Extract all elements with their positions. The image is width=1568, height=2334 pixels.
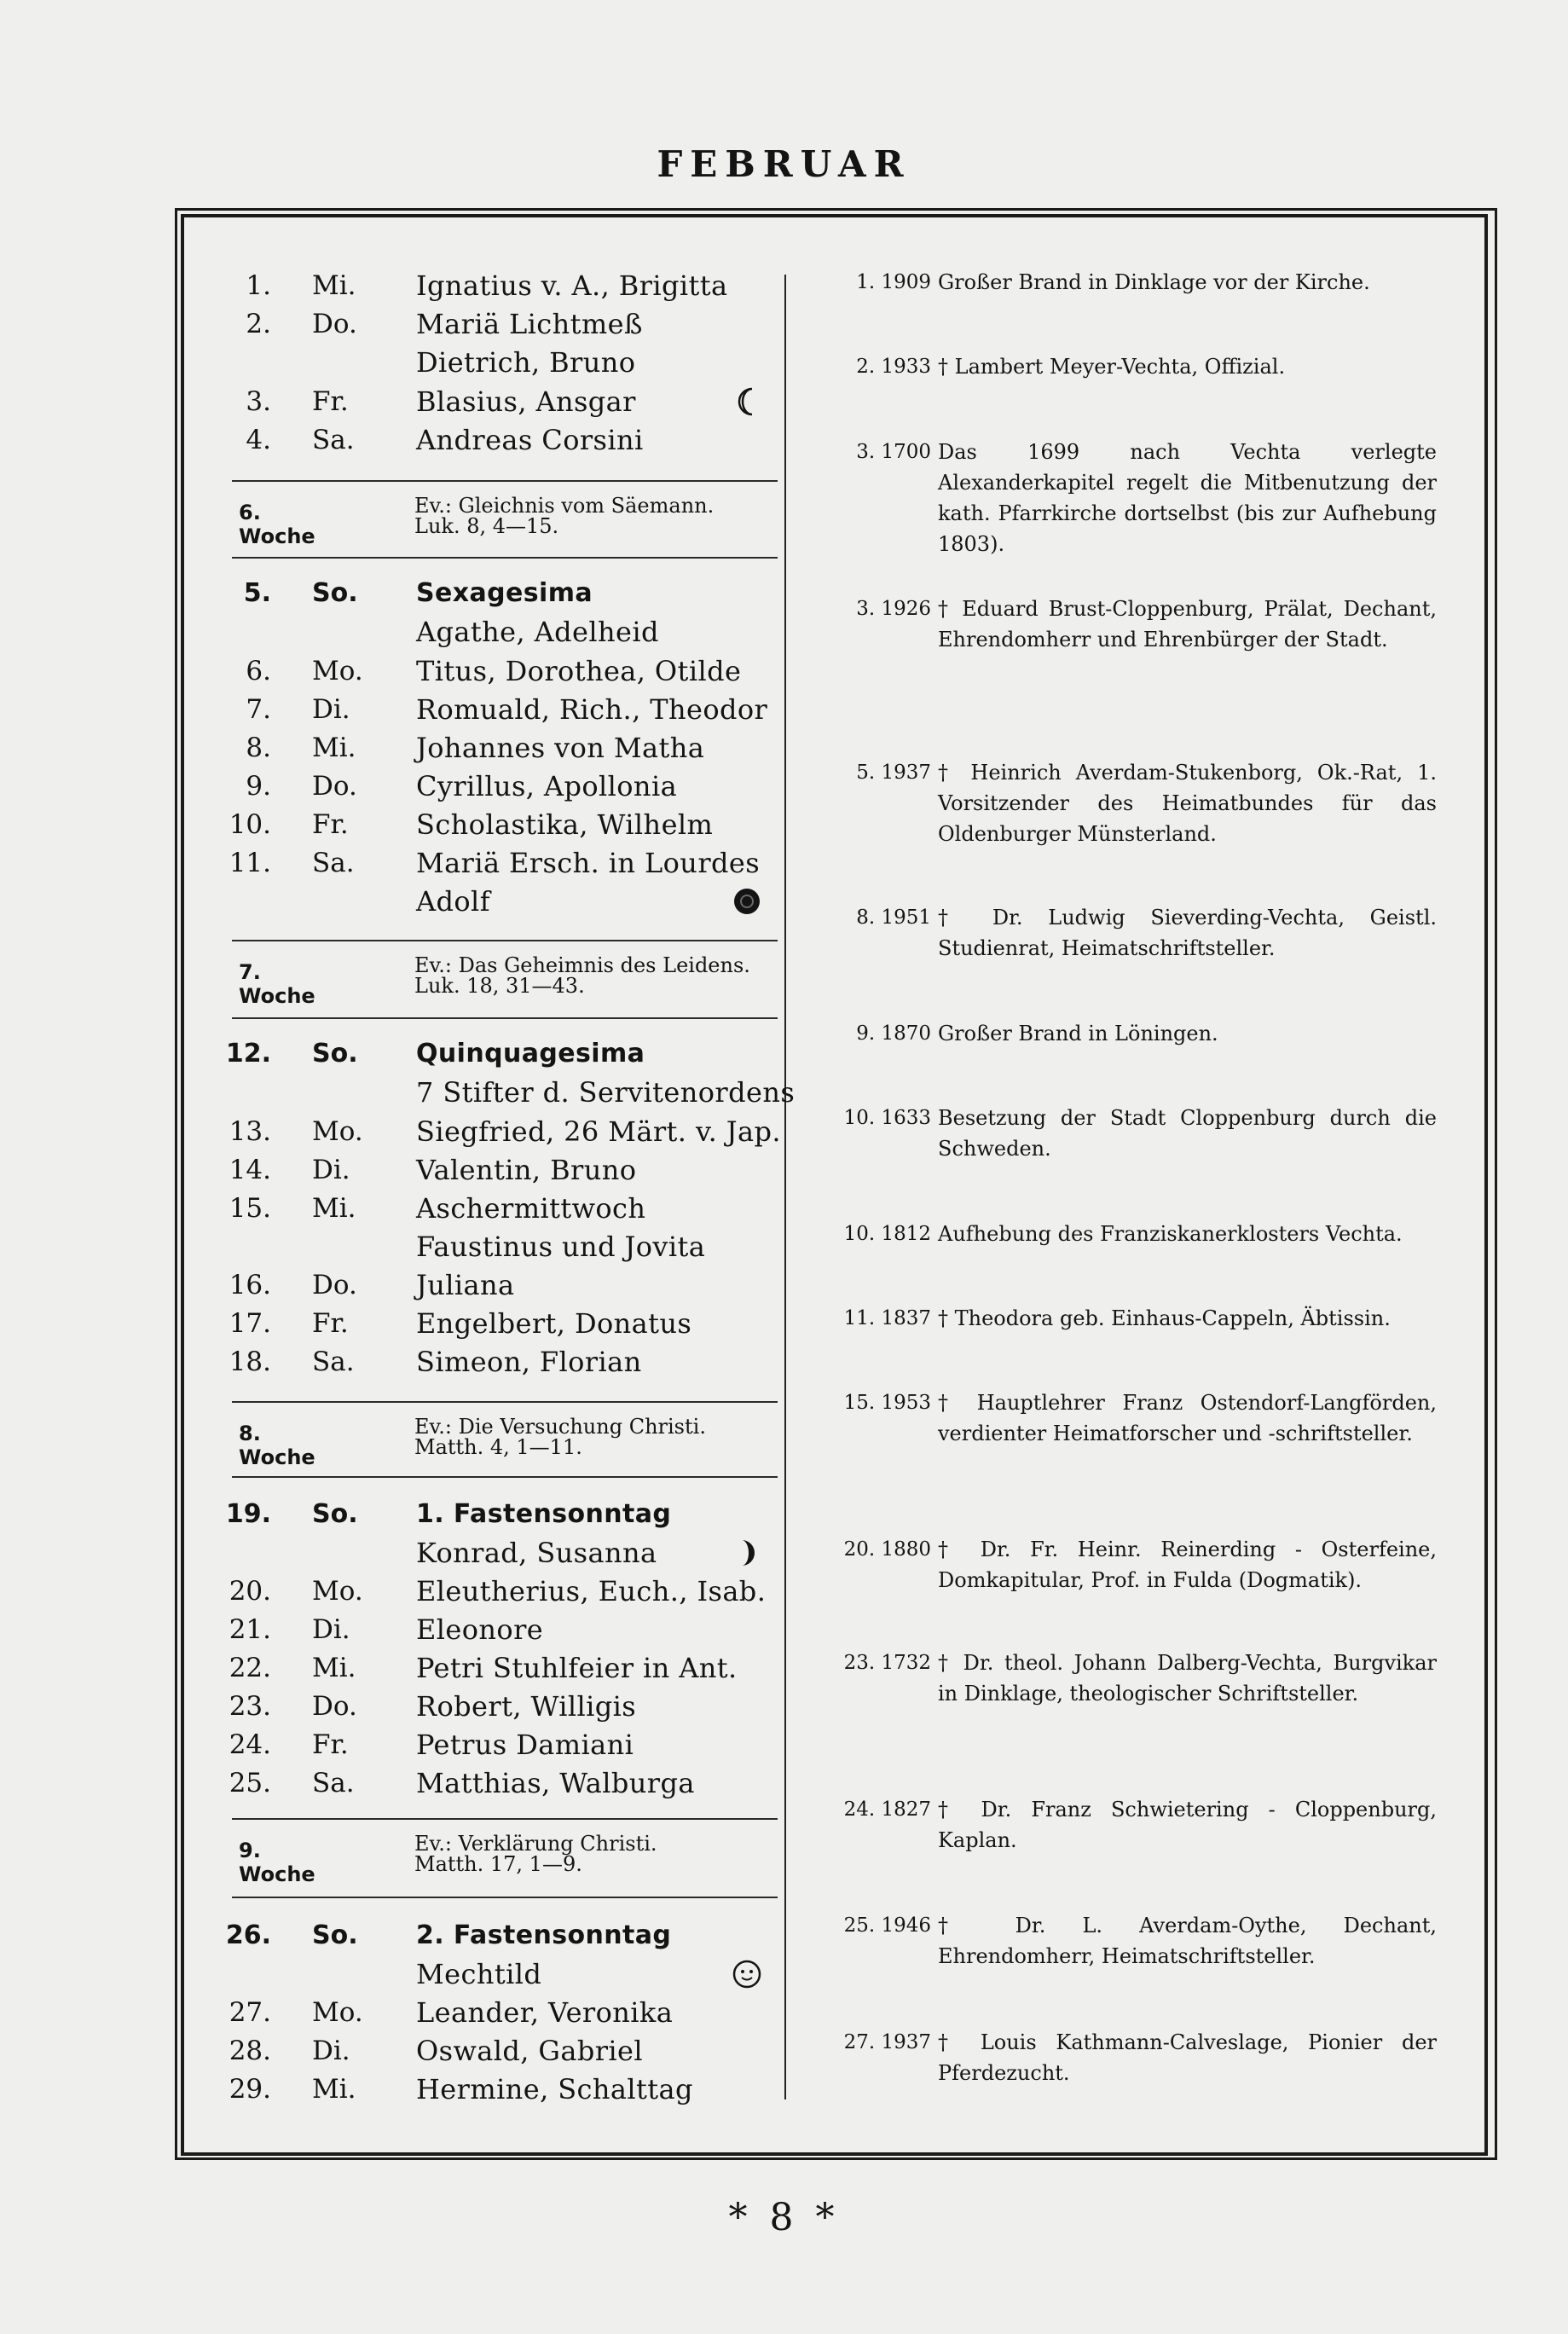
day-number: 27. (229, 1997, 271, 2028)
history-text: † Hauptlehrer Franz Ostendorf-Langförden, verdienter Heimatforscher und -schriftsteller. (938, 1391, 1437, 1445)
day-number: 10. (229, 809, 271, 840)
day-number: 2. (246, 309, 271, 339)
saint-names: Eleutherius, Euch., Isab. (416, 1575, 767, 1607)
history-text: † Lambert Meyer-Vechta, Offizial. (938, 355, 1286, 379)
gospel-reference: Luk. 8, 4—15. (414, 514, 559, 538)
history-date: 25. 1946 (843, 1914, 931, 1937)
history-text: † Louis Kathmann-Calveslage, Pionier der Pferdezucht. (938, 2030, 1437, 2085)
page-number: * 8 * (728, 2196, 840, 2239)
history-date: 15. 1953 (843, 1392, 931, 1414)
weekday: Do. (312, 309, 357, 339)
weekday: Mi. (312, 270, 356, 301)
day-number: 12. (225, 1039, 271, 1069)
day-number: 14. (229, 1155, 271, 1185)
history-date: 1. 1909 (856, 271, 931, 293)
history-text: Das 1699 nach Vechta verlegte Alexanderkapitel regelt die Mitbenutzung der kath. Pfarrkirche dortselbst (bis zur Aufhebung 1803). (938, 440, 1437, 556)
saint-names: Titus, Dorothea, Otilde (416, 655, 742, 687)
weekday: Mi. (312, 1653, 356, 1683)
saint-names: Adolf (416, 885, 490, 918)
day-number: 3. (246, 386, 271, 417)
day-number: 11. (229, 848, 271, 878)
weekday: Do. (312, 1691, 357, 1722)
gospel-reading: Ev.: Das Geheimnis des Leidens. (414, 953, 750, 977)
saint-names: Petrus Damiani (416, 1729, 634, 1761)
weekday: Mo. (312, 1997, 363, 2028)
weekday: Di. (312, 1155, 350, 1185)
weekday: Sa. (312, 1768, 355, 1798)
weekday: Fr. (312, 809, 349, 840)
saint-names: Johannes von Matha (416, 732, 705, 764)
day-number: 9. (246, 771, 271, 802)
saint-names: Mechtild (416, 1958, 542, 1990)
saint-names: Konrad, Susanna (416, 1537, 657, 1569)
weekday: Mo. (312, 1116, 363, 1147)
day-number: 26. (225, 1920, 271, 1950)
history-date: 8. 1951 (856, 906, 931, 929)
history-date: 5. 1937 (856, 762, 931, 784)
day-number: 17. (229, 1308, 271, 1339)
day-number: 1. (246, 270, 271, 301)
day-number: 28. (229, 2036, 271, 2066)
day-number: 29. (229, 2074, 271, 2105)
weekday: Mo. (312, 1576, 363, 1607)
gospel-reading: Ev.: Die Versuchung Christi. (414, 1415, 706, 1439)
weekday: So. (312, 1499, 358, 1529)
saint-names: Engelbert, Donatus (416, 1307, 692, 1340)
history-date: 3. 1700 (856, 441, 931, 463)
week-label: 9. Woche (239, 1839, 315, 1886)
weekday: Fr. (312, 386, 349, 417)
weekday: Sa. (312, 1347, 355, 1377)
weekday: Mi. (312, 733, 356, 763)
feast-name: Quinquagesima (416, 1039, 645, 1069)
saint-names: Leander, Veronika (416, 1996, 674, 2029)
week-label: 7. Woche (239, 960, 315, 1008)
saint-names: Agathe, Adelheid (416, 616, 659, 648)
feast-name: Sexagesima (416, 578, 593, 608)
history-date: 20. 1880 (843, 1538, 931, 1561)
feast-name: 1. Fastensonntag (416, 1499, 672, 1529)
history-text: † Theodora geb. Einhaus-Cappeln, Äbtissin. (938, 1306, 1391, 1330)
saint-names: Matthias, Walburga (416, 1767, 695, 1799)
week-label: 8. Woche (239, 1422, 315, 1469)
day-number: 6. (246, 656, 271, 686)
weekday: Di. (312, 1614, 350, 1645)
saint-names: Mariä Ersch. in Lourdes (416, 847, 761, 879)
weekday: Do. (312, 1270, 357, 1300)
saint-names: Ignatius v. A., Brigitta (416, 269, 728, 302)
day-number: 16. (229, 1270, 271, 1300)
saint-names: 7 Stifter d. Servitenordens (416, 1076, 796, 1109)
history-date: 10. 1633 (843, 1107, 931, 1129)
history-text: † Dr. theol. Johann Dalberg-Vechta, Burgvikar in Dinklage, theologischer Schriftsteller. (938, 1651, 1437, 1706)
saint-names: Oswald, Gabriel (416, 2035, 644, 2067)
saint-names: Hermine, Schalttag (416, 2073, 693, 2105)
gospel-reference: Luk. 18, 31—43. (414, 974, 585, 998)
history-text: † Heinrich Averdam-Stukenborg, Ok.-Rat, 1. Vorsitzender des Heimatbundes für das Oldenburger Münsterland. (938, 761, 1437, 846)
weekday: Di. (312, 2036, 350, 2066)
day-number: 7. (246, 694, 271, 725)
history-text: † Eduard Brust-Cloppenburg, Prälat, Dechant, Ehrendomherr und Ehrenbürger der Stadt. (938, 597, 1437, 652)
saint-names: Faustinus und Jovita (416, 1231, 706, 1263)
day-number: 18. (229, 1347, 271, 1377)
page-title: FEBRUAR (657, 143, 911, 185)
weekday: Sa. (312, 848, 355, 878)
day-number: 23. (229, 1691, 271, 1722)
day-number: 19. (225, 1499, 271, 1529)
saint-names: Scholastika, Wilhelm (416, 808, 714, 841)
day-number: 8. (246, 733, 271, 763)
history-text: † Dr. Franz Schwietering - Cloppenburg, Kaplan. (938, 1798, 1437, 1852)
saint-names: Blasius, Ansgar (416, 385, 636, 418)
feast-name: 2. Fastensonntag (416, 1920, 672, 1950)
weekday: Fr. (312, 1308, 349, 1339)
history-date: 9. 1870 (856, 1022, 931, 1045)
day-number: 15. (229, 1193, 271, 1224)
day-number: 4. (246, 425, 271, 455)
saint-names: Andreas Corsini (416, 424, 644, 456)
history-text: † Dr. Fr. Heinr. Reinerding - Osterfeine, Domkapitular, Prof. in Fulda (Dogmatik). (938, 1538, 1437, 1592)
weekday: Di. (312, 694, 350, 725)
weekday: Mi. (312, 2074, 356, 2105)
saint-names: Petri Stuhlfeier in Ant. (416, 1652, 738, 1684)
history-date: 24. 1827 (843, 1798, 931, 1821)
history-text: Großer Brand in Dinklage vor der Kirche. (938, 270, 1370, 294)
weekday: So. (312, 1920, 358, 1950)
weekday: Sa. (312, 425, 355, 455)
weekday: Fr. (312, 1729, 349, 1760)
history-text: † Dr. Ludwig Sieverding-Vechta, Geistl. Studienrat, Heimatschriftsteller. (938, 906, 1437, 960)
history-date: 27. 1937 (843, 2031, 931, 2053)
gospel-reading: Ev.: Gleichnis vom Säemann. (414, 494, 715, 518)
weekday: So. (312, 578, 358, 608)
gospel-reference: Matth. 17, 1—9. (414, 1852, 582, 1876)
saint-names: Mariä Lichtmeß (416, 308, 643, 340)
saint-names: Robert, Willigis (416, 1690, 637, 1723)
history-date: 3. 1926 (856, 598, 931, 620)
weekday: Mo. (312, 656, 363, 686)
day-number: 22. (229, 1653, 271, 1683)
gospel-reading: Ev.: Verklärung Christi. (414, 1832, 657, 1856)
weekday: Mi. (312, 1193, 356, 1224)
week-label: 6. Woche (239, 501, 315, 548)
saint-names: Valentin, Bruno (416, 1154, 637, 1186)
day-number: 24. (229, 1729, 271, 1760)
history-text: Großer Brand in Löningen. (938, 1022, 1218, 1045)
history-date: 23. 1732 (843, 1652, 931, 1674)
history-date: 11. 1837 (843, 1307, 931, 1329)
history-date: 10. 1812 (843, 1223, 931, 1245)
saint-names: Romuald, Rich., Theodor (416, 693, 768, 726)
saint-names: Simeon, Florian (416, 1346, 642, 1378)
weekday: So. (312, 1039, 358, 1069)
saint-names: Siegfried, 26 Märt. v. Jap. (416, 1115, 781, 1148)
day-number: 13. (229, 1116, 271, 1147)
weekday: Do. (312, 771, 357, 802)
history-text: † Dr. L. Averdam-Oythe, Dechant, Ehrendomherr, Heimatschriftsteller. (938, 1914, 1437, 1968)
saint-names: Cyrillus, Apollonia (416, 770, 678, 802)
day-number: 25. (229, 1768, 271, 1798)
history-date: 2. 1933 (856, 356, 931, 378)
day-number: 21. (229, 1614, 271, 1645)
saint-names: Eleonore (416, 1613, 544, 1646)
history-text: Besetzung der Stadt Cloppenburg durch die Schweden. (938, 1106, 1437, 1161)
saint-names: Juliana (416, 1269, 515, 1301)
day-number: 20. (229, 1576, 271, 1607)
saint-names: Aschermittwoch (416, 1192, 646, 1225)
gospel-reference: Matth. 4, 1—11. (414, 1435, 582, 1459)
day-number: 5. (243, 578, 271, 608)
history-text: Aufhebung des Franziskanerklosters Vechta. (938, 1222, 1403, 1246)
saint-names: Dietrich, Bruno (416, 346, 636, 379)
